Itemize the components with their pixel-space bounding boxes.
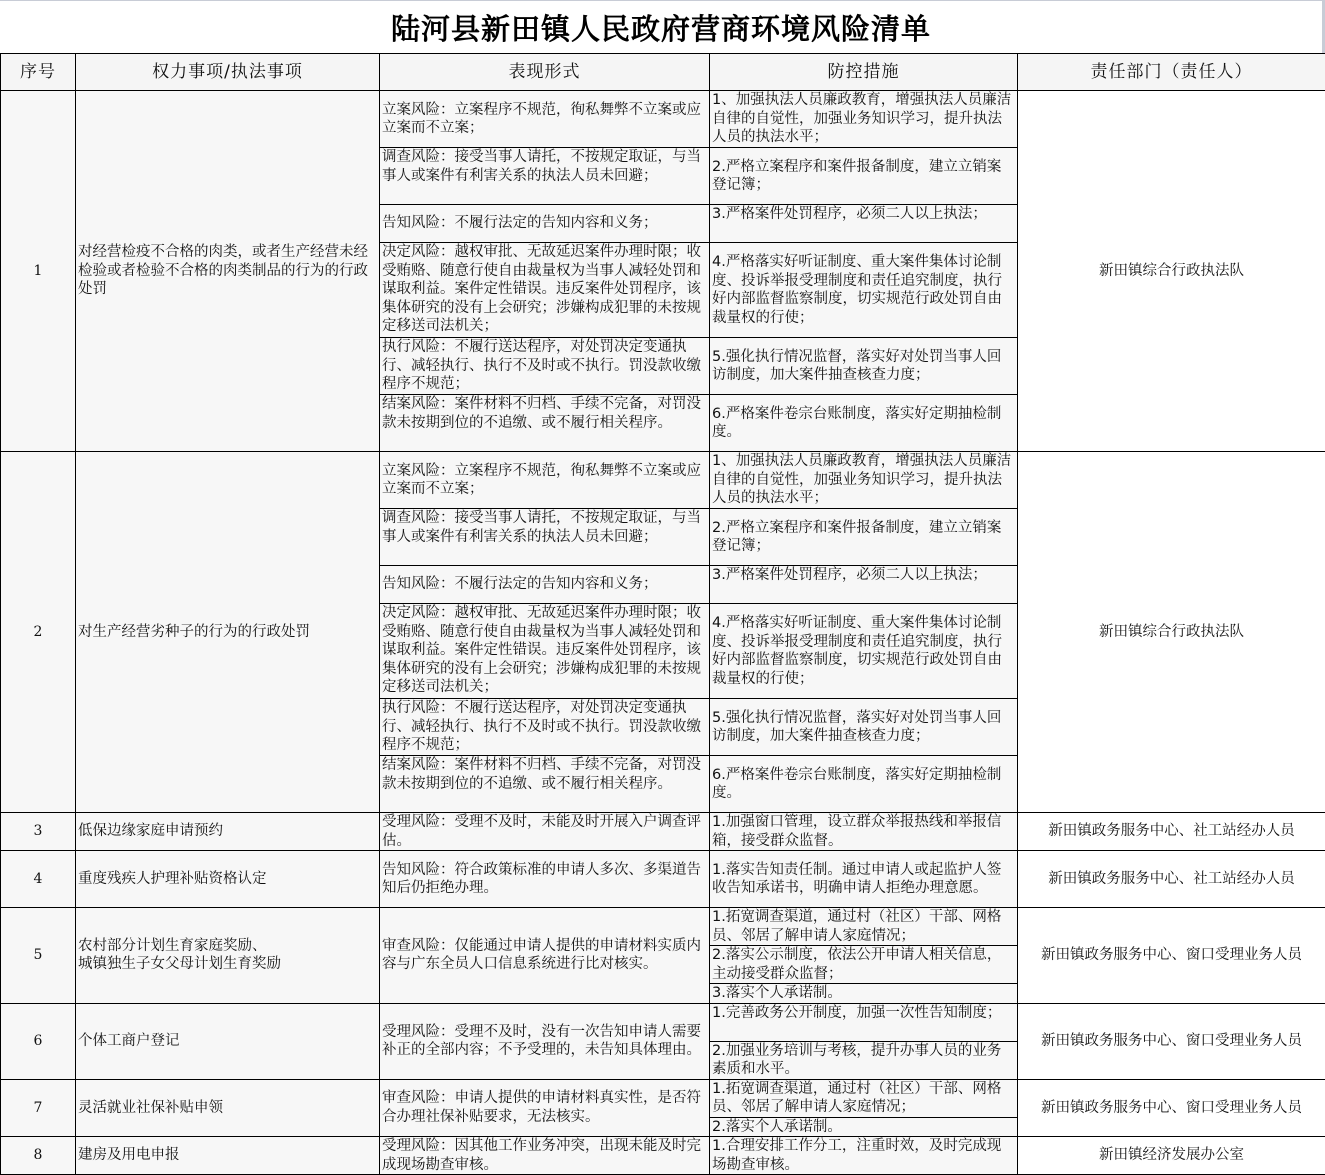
row-item: 低保边缘家庭申请预约	[76, 813, 380, 851]
dept-cell: 新田镇政务服务中心、窗口受理业务人员	[1018, 1003, 1325, 1079]
risk-cell: 告知风险：不履行法定的告知内容和义务；	[380, 566, 710, 604]
dept-cell: 新田镇政务服务中心、窗口受理业务人员	[1018, 908, 1325, 1004]
dept-cell: 新田镇综合行政执法队	[1018, 91, 1325, 452]
measure-cell: 2.严格立案程序和案件报备制度，建立立销案登记簿；	[710, 509, 1018, 566]
measure-cell: 4.严格落实好听证制度、重大案件集体讨论制度、投诉举报受理制度和责任追究制度，执行好内部监督监察制度，切实规范行政处罚自由裁量权的行使；	[710, 243, 1018, 338]
header-row	[1, 54, 1325, 91]
risk-cell: 结案风险：案件材料不归档、手续不完备，对罚没款未按期到位的不追缴、或不履行相关程序。	[380, 756, 710, 813]
risk-cell: 审查风险：申请人提供的申请材料真实性，是否符合办理社保补贴要求，无法核实。	[380, 1079, 710, 1137]
row-number: 1	[1, 91, 76, 452]
risk-cell: 告知风险：符合政策标准的申请人多次、多渠道告知后仍拒绝办理。	[380, 851, 710, 908]
table-row	[1, 452, 1325, 509]
measure-cell: 2.落实公示制度，依法公开申请人相关信息，主动接受群众监督；	[710, 946, 1018, 984]
measure-cell: 6.严格案件卷宗台账制度，落实好定期抽检制度。	[710, 395, 1018, 452]
header-risk: 表现形式	[380, 54, 710, 91]
row-item: 灵活就业社保补贴申领	[76, 1079, 380, 1137]
page-title: 陆河县新田镇人民政府营商环境风险清单	[391, 7, 931, 48]
measure-cell: 3.严格案件处罚程序，必须二人以上执法；	[710, 205, 1018, 243]
header-measure: 防控措施	[710, 54, 1018, 91]
row-number: 7	[1, 1079, 76, 1137]
table-row	[1, 851, 1325, 908]
row-item: 个体工商户登记	[76, 1003, 380, 1079]
dept-cell: 新田镇政务服务中心、窗口受理业务人员	[1018, 1079, 1325, 1137]
risk-cell: 立案风险：立案程序不规范，徇私舞弊不立案或应立案而不立案；	[380, 91, 710, 148]
risk-cell: 调查风险：接受当事人请托，不按规定取证，与当事人或案件有利害关系的执法人员未回避；	[380, 509, 710, 566]
row-number: 2	[1, 452, 76, 813]
table-row	[1, 908, 1325, 946]
measure-cell: 5.强化执行情况监督，落实好对处罚当事人回访制度，加大案件抽查核查力度；	[710, 699, 1018, 756]
row-item: 重度残疾人护理补贴资格认定	[76, 851, 380, 908]
measure-cell: 3.严格案件处罚程序，必须二人以上执法；	[710, 566, 1018, 604]
measure-cell: 1、加强执法人员廉政教育，增强执法人员廉洁自律的自觉性，加强业务知识学习，提升执法人员的执法水平；	[710, 452, 1018, 509]
measure-cell: 1、加强执法人员廉政教育，增强执法人员廉洁自律的自觉性，加强业务知识学习，提升执法人员的执法水平；	[710, 91, 1018, 148]
row-item-line: 农村部分计划生育家庭奖励、	[78, 937, 377, 956]
risk-cell: 执行风险：不履行送达程序，对处罚决定变通执行、减轻执行、执行不及时或不执行。罚没款收缴程序不规范；	[380, 338, 710, 395]
measure-cell: 1.拓宽调查渠道，通过村（社区）干部、网格员、邻居了解申请人家庭情况；	[710, 908, 1018, 946]
risk-table	[0, 53, 1325, 1175]
risk-cell: 受理风险：受理不及时，没有一次告知申请人需要补正的全部内容；不予受理的，未告知具体理由。	[380, 1003, 710, 1079]
measure-cell: 1.落实告知责任制。通过申请人或起监护人签收告知承诺书，明确申请人拒绝办理意愿。	[710, 851, 1018, 908]
title-bar	[0, 0, 1325, 53]
row-item: 对生产经营劣种子的行为的行政处罚	[76, 452, 380, 813]
header-no: 序号	[1, 54, 76, 91]
dept-cell: 新田镇政务服务中心、社工站经办人员	[1018, 813, 1325, 851]
risk-cell: 执行风险：不履行送达程序，对处罚决定变通执行、减轻执行、执行不及时或不执行。罚没款收缴程序不规范；	[380, 699, 710, 756]
risk-cell: 告知风险：不履行法定的告知内容和义务；	[380, 205, 710, 243]
table-row	[1, 1079, 1325, 1117]
table-row	[1, 91, 1325, 148]
measure-cell: 6.严格案件卷宗台账制度，落实好定期抽检制度。	[710, 756, 1018, 813]
measure-cell: 1.合理安排工作分工，注重时效，及时完成现场勘查审核。	[710, 1137, 1018, 1175]
row-number: 8	[1, 1137, 76, 1175]
row-item-line: 城镇独生子女父母计划生育奖励	[78, 955, 377, 974]
risk-cell: 审查风险：仅能通过申请人提供的申请材料实质内容与广东全员人口信息系统进行比对核实。	[380, 908, 710, 1004]
table-row	[1, 1003, 1325, 1041]
measure-cell: 2.严格立案程序和案件报备制度，建立立销案登记簿；	[710, 148, 1018, 205]
header-item: 权力事项/执法事项	[76, 54, 380, 91]
risk-cell: 决定风险：越权审批、无故延迟案件办理时限；收受贿赂、随意行使自由裁量权为当事人减轻处罚和谋取利益。案件定性错误。违反案件处罚程序，该集体研究的没有上会研究；涉嫌构成犯罪的未按规定移送司法机关；	[380, 243, 710, 338]
row-item	[76, 908, 380, 1004]
row-item: 建房及用电申报	[76, 1137, 380, 1175]
dept-cell: 新田镇经济发展办公室	[1018, 1137, 1325, 1175]
measure-cell: 2.加强业务培训与考核，提升办事人员的业务素质和水平。	[710, 1041, 1018, 1079]
measure-cell: 5.强化执行情况监督，落实好对处罚当事人回访制度，加大案件抽查核查力度；	[710, 338, 1018, 395]
table-row	[1, 813, 1325, 851]
row-item: 对经营检疫不合格的肉类，或者生产经营未经检验或者检验不合格的肉类制品的行为的行政处罚	[76, 91, 380, 452]
measure-cell: 3.落实个人承诺制。	[710, 984, 1018, 1004]
measure-cell: 4.严格落实好听证制度、重大案件集体讨论制度、投诉举报受理制度和责任追究制度，执行好内部监督监察制度，切实规范行政处罚自由裁量权的行使；	[710, 604, 1018, 699]
risk-cell: 立案风险：立案程序不规范，徇私舞弊不立案或应立案而不立案；	[380, 452, 710, 509]
risk-cell: 受理风险：受理不及时，未能及时开展入户调查评估。	[380, 813, 710, 851]
row-number: 4	[1, 851, 76, 908]
risk-cell: 调查风险：接受当事人请托，不按规定取证，与当事人或案件有利害关系的执法人员未回避；	[380, 148, 710, 205]
risk-cell: 结案风险：案件材料不归档、手续不完备，对罚没款未按期到位的不追缴、或不履行相关程序。	[380, 395, 710, 452]
risk-cell: 受理风险：因其他工作业务冲突，出现未能及时完成现场勘查审核。	[380, 1137, 710, 1175]
dept-cell: 新田镇综合行政执法队	[1018, 452, 1325, 813]
measure-cell: 2.落实个人承诺制。	[710, 1117, 1018, 1137]
measure-cell: 1.拓宽调查渠道，通过村（社区）干部、网格员、邻居了解申请人家庭情况；	[710, 1079, 1018, 1117]
header-dept: 责任部门（责任人）	[1018, 54, 1325, 91]
dept-cell: 新田镇政务服务中心、社工站经办人员	[1018, 851, 1325, 908]
row-number: 6	[1, 1003, 76, 1079]
risk-cell: 决定风险：越权审批、无故延迟案件办理时限；收受贿赂、随意行使自由裁量权为当事人减轻处罚和谋取利益。案件定性错误。违反案件处罚程序，该集体研究的没有上会研究；涉嫌构成犯罪的未按规定移送司法机关；	[380, 604, 710, 699]
row-number: 3	[1, 813, 76, 851]
table-row	[1, 1137, 1325, 1175]
measure-cell: 1.完善政务公开制度，加强一次性告知制度；	[710, 1003, 1018, 1041]
row-number: 5	[1, 908, 76, 1004]
measure-cell: 1.加强窗口管理，设立群众举报热线和举报信箱，接受群众监督。	[710, 813, 1018, 851]
